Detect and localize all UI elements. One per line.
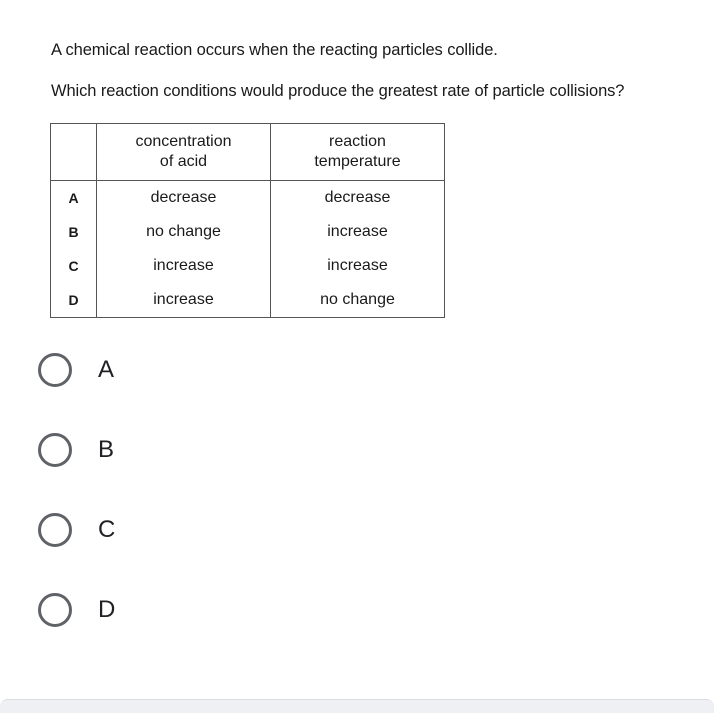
row-key: C <box>51 249 97 283</box>
option-label: C <box>98 516 116 543</box>
header-key-cell <box>51 124 97 181</box>
row-concentration: increase <box>97 283 271 318</box>
row-concentration: increase <box>97 249 271 283</box>
option-label: D <box>98 596 116 623</box>
header-concentration-line1: concentration <box>135 133 232 150</box>
option-a[interactable] <box>38 350 114 390</box>
row-key: A <box>51 181 97 216</box>
question-image <box>0 0 714 330</box>
radio-button-icon[interactable] <box>38 593 72 627</box>
header-temperature-line2: temperature <box>314 153 401 170</box>
table-header-row <box>51 124 445 181</box>
row-concentration: decrease <box>97 181 271 216</box>
row-concentration: no change <box>97 215 271 249</box>
row-key: D <box>51 283 97 318</box>
table-row <box>51 181 445 216</box>
row-temperature: increase <box>327 223 388 240</box>
radio-button-icon[interactable] <box>38 513 72 547</box>
radio-button-icon[interactable] <box>38 433 72 467</box>
conditions-table <box>50 123 445 318</box>
radio-button-icon[interactable] <box>38 353 72 387</box>
option-c[interactable] <box>38 510 115 550</box>
header-concentration <box>97 124 271 181</box>
option-label: A <box>98 356 115 383</box>
question-line-2: Which reaction conditions would produce the greatest rate of particle collisions? <box>51 82 625 100</box>
row-key: B <box>51 215 97 249</box>
header-concentration-line2: of acid <box>159 153 208 170</box>
row-temperature: decrease <box>324 189 391 206</box>
header-temperature <box>271 124 445 181</box>
option-label: B <box>98 436 115 463</box>
header-temperature-line1: reaction <box>329 133 386 150</box>
table-row <box>51 215 445 249</box>
table-row <box>51 283 445 318</box>
row-temperature: increase <box>327 257 388 274</box>
question-line-1: A chemical reaction occurs when the reacting particles collide. <box>51 41 498 59</box>
option-b[interactable] <box>38 430 114 470</box>
option-d[interactable] <box>38 590 115 630</box>
bottom-divider <box>0 699 714 713</box>
table-row <box>51 249 445 283</box>
row-temperature: no change <box>320 291 395 308</box>
